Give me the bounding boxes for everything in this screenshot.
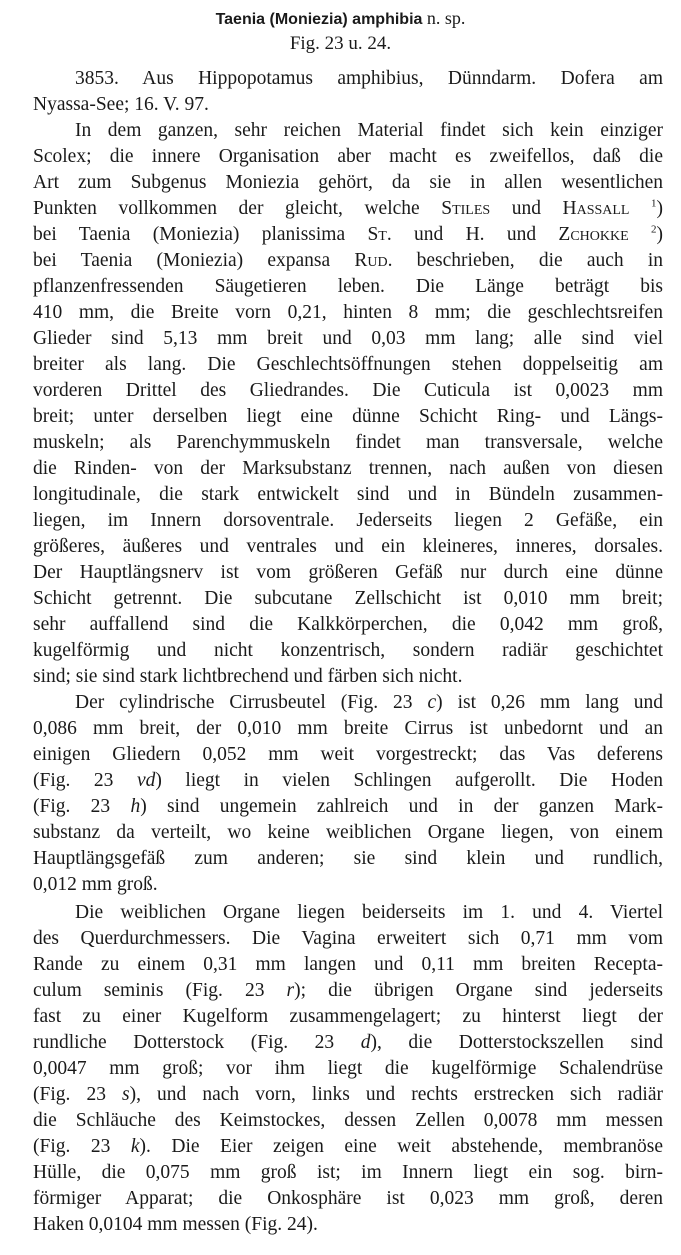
text-line: 0,0047 mm groß; vor ihm liegt die kugelförmige Schalendrüse [33, 1058, 663, 1079]
text-line: 410 mm, die Breite vorn 0,21, hinten 8 mm; die geschlechtsreifen [33, 302, 663, 323]
figure-label: s [122, 1084, 130, 1105]
text-line: 0,086 mm breit, der 0,010 mm breite Cirrus ist unbedornt und an [33, 718, 663, 739]
text-line: Rande zu einem 0,31 mm langen und 0,11 mm breiten Recepta- [33, 954, 663, 975]
author-name: Rud. [354, 250, 393, 271]
paragraph [33, 118, 663, 690]
figure-label: h [130, 796, 141, 817]
figure-label: c [427, 692, 437, 713]
text-line: Art zum Subgenus Moniezia gehört, da sie in allen wesentlichen [33, 172, 663, 193]
text-line: (Fig. 23 s), und nach vorn, links und rechts erstrecken sich radiär [33, 1084, 663, 1105]
text-line: Die weiblichen Organe liegen beiderseits im 1. und 4. Viertel [75, 902, 663, 923]
text-line: kugelförmig und nicht konzentrisch, sondern radiär geschichtet [33, 640, 663, 661]
text-line: Nyassa-See; 16. V. 97. [33, 94, 209, 115]
text-line: substanz da verteilt, wo keine weiblichen Organe liegen, von einem [33, 822, 663, 843]
author-name: Stiles [441, 198, 491, 219]
text-line: 3853. Aus Hippopotamus amphibius, Dünndarm. Dofera am [75, 68, 663, 89]
text-line: bei Taenia (Moniezia) expansa Rud. beschrieben, die auch in [33, 250, 663, 271]
text-line: die Rinden- von der Marksubstanz trennen, nach außen von diesen [33, 458, 663, 479]
text-line: Hülle, die 0,075 mm groß ist; im Innern liegt ein sog. birn- [33, 1162, 663, 1183]
text-line: (Fig. 23 h) sind ungemein zahlreich und in der ganzen Mark- [33, 796, 663, 817]
figure-label: r [286, 980, 295, 1001]
footnote-marker: 2 [650, 223, 657, 236]
text-line: sind; sie sind stark lichtbrechend und färben sich nicht. [33, 666, 463, 687]
paragraph [33, 66, 663, 118]
text-line: (Fig. 23 k). Die Eier zeigen eine weit abstehende, membranöse [33, 1136, 663, 1157]
text-line: sehr auffallend sind die Kalkkörperchen, die 0,042 mm groß, [33, 614, 663, 635]
figure-label: k [130, 1136, 140, 1157]
text-line: breiter als lang. Die Geschlechtsöffnungen stehen doppelseitig am [33, 354, 663, 375]
text-line: longitudinale, die stark entwickelt sind und in Bündeln zusammen- [33, 484, 663, 505]
figure-label: d [360, 1032, 371, 1053]
species-name: Taenia (Moniezia) amphibia [215, 11, 423, 28]
species-heading [0, 6, 681, 32]
text-line: 0,012 mm groß. [33, 874, 158, 895]
text-line: Schicht getrennt. Die subcutane Zellschicht ist 0,010 mm breit; [33, 588, 663, 609]
text-line: breit; unter derselben liegt eine dünne Schicht Ring- und Längs- [33, 406, 663, 427]
text-line: Glieder sind 5,13 mm breit und 0,03 mm lang; alle sind viel [33, 328, 663, 349]
figure-reference: Fig. 23 u. 24. [289, 33, 392, 54]
text-line: Scolex; die innere Organisation aber macht es zweifellos, daß die [33, 146, 663, 167]
text-line: Haken 0,0104 mm messen (Fig. 24). [33, 1214, 318, 1235]
text-line: fast zu einer Kugelform zusammengelagert; zu hinterst liegt der [33, 1006, 663, 1027]
paragraph [33, 900, 663, 1238]
text-line: (Fig. 23 vd) liegt in vielen Schlingen aufgerollt. Die Hoden [33, 770, 663, 791]
text-line: vorderen Drittel des Gliedrandes. Die Cuticula ist 0,0023 mm [33, 380, 663, 401]
author-name: Hassall [562, 198, 630, 219]
text-line: des Querdurchmessers. Die Vagina erweitert sich 0,71 mm vom [33, 928, 663, 949]
text-line: einigen Gliedern 0,052 mm weit vorgestreckt; das Vas deferens [33, 744, 663, 765]
text-line: größeres, äußeres und ventrales und ein kleineres, inneres, dorsales. [33, 536, 663, 557]
text-line: rundliche Dotterstock (Fig. 23 d), die Dotterstockszellen sind [33, 1032, 663, 1053]
paragraph [33, 690, 663, 898]
text-line: bei Taenia (Moniezia) planissima St. und H. und Zchokke $^2$) [33, 223, 663, 245]
text-line: culum seminis (Fig. 23 r); die übrigen Organe sind jederseits [33, 980, 663, 1001]
text-line: liegen, im Innern dorsoventrale. Jederseits liegen 2 Gefäße, ein [33, 510, 663, 531]
author-name: St. [367, 224, 392, 245]
text-line: Der cylindrische Cirrusbeutel (Fig. 23 c) ist 0,26 mm lang und [75, 692, 664, 713]
text-line: Punkten vollkommen der gleicht, welche Stiles und Hassall $^1$) [33, 197, 664, 219]
figure-label: vd [136, 770, 156, 791]
text-line: förmiger Apparat; die Onkosphäre ist 0,023 mm groß, deren [33, 1188, 663, 1209]
text-line: Hauptlängsgefäß zum anderen; sie sind klein und rundlich, [33, 848, 663, 869]
body-text [33, 66, 663, 1238]
text-line: Der Hauptlängsnerv ist vom größeren Gefäß nur durch eine dünne [33, 562, 663, 583]
species-status: n. sp. [422, 8, 466, 28]
text-line: pflanzenfressenden Säugetieren leben. Die Länge beträgt bis [33, 276, 663, 297]
text-line: die Schläuche des Keimstockes, dessen Zellen 0,0078 mm messen [33, 1110, 663, 1131]
footnote-marker: 1 [651, 197, 657, 210]
text-line: In dem ganzen, sehr reichen Material findet sich kein einziger [75, 120, 663, 141]
text-line: muskeln; als Parenchymmuskeln findet man transversale, welche [33, 432, 663, 453]
author-name: Zchokke [558, 224, 629, 245]
